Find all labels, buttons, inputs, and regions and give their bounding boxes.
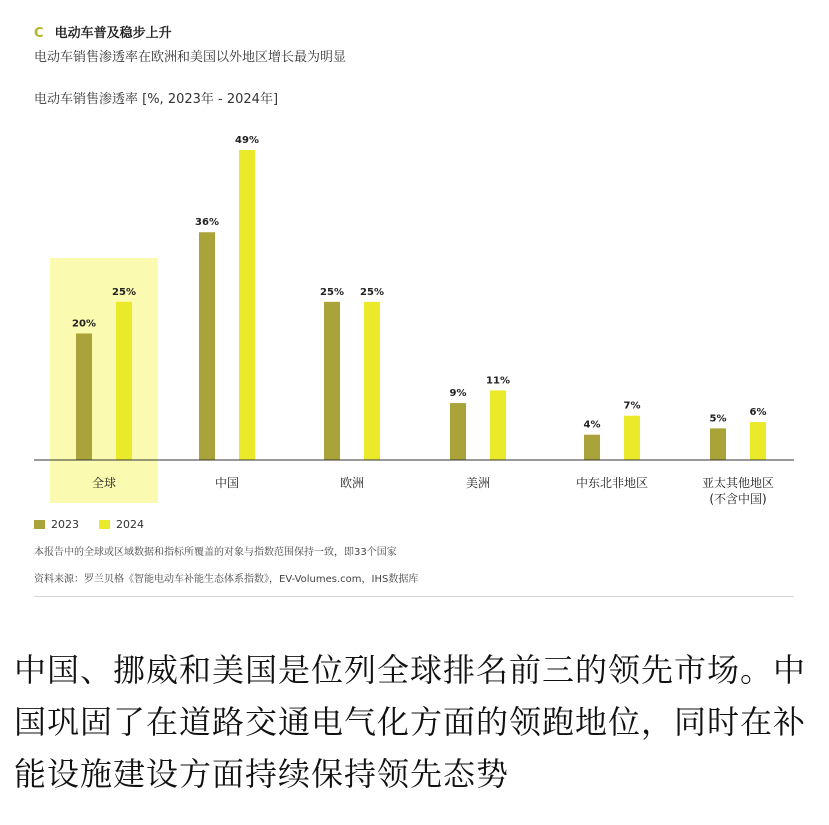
bar-2024-4 xyxy=(624,416,640,460)
data-label-2023-2: 25% xyxy=(320,286,344,298)
bar-2023-4 xyxy=(584,435,600,460)
data-label-2023-5: 5% xyxy=(709,413,727,425)
divider xyxy=(34,596,794,597)
data-label-2024-5: 6% xyxy=(749,407,767,419)
category-sublabel-5: (不含中国) xyxy=(709,492,767,506)
data-label-2023-0: 20% xyxy=(72,318,96,330)
chart-legend xyxy=(34,518,144,531)
chart-subtitle: 电动车销售渗透率在欧洲和美国以外地区增长最为明显 xyxy=(34,50,347,65)
body-paragraph: 中国、挪威和美国是位列全球排名前三的领先市场。中国巩固了在道路交通电气化方面的领跑地位，同时在补能设施建设方面持续保持领先态势 xyxy=(14,651,807,793)
legend-swatch-2024 xyxy=(99,520,110,529)
bar-2024-2 xyxy=(364,302,380,460)
legend-item-2023 xyxy=(34,518,79,531)
data-label-2024-3: 11% xyxy=(486,375,510,387)
data-label-2023-1: 36% xyxy=(195,217,219,229)
legend-label-2024: 2024 xyxy=(116,518,144,531)
bar-2024-0 xyxy=(116,302,132,460)
legend-label-2023: 2023 xyxy=(51,518,79,531)
bar-2024-1 xyxy=(239,150,255,460)
chart-note: 本报告中的全球或区域数据和指标所覆盖的对象与指数范围保持一致，即33个国家 xyxy=(34,547,397,558)
bar-2023-5 xyxy=(710,428,726,460)
legend-swatch-2023 xyxy=(34,520,45,529)
legend-item-2024 xyxy=(99,518,144,531)
bar-2023-1 xyxy=(199,232,215,460)
data-label-2024-4: 7% xyxy=(623,400,641,412)
category-label-1: 中国 xyxy=(214,476,240,490)
data-label-2023-3: 9% xyxy=(449,388,467,400)
category-label-3: 美洲 xyxy=(465,476,491,490)
data-label-2023-4: 4% xyxy=(583,419,601,431)
category-label-2: 欧洲 xyxy=(339,476,365,490)
category-label-5: 亚太其他地区 xyxy=(701,476,775,490)
data-label-2024-2: 25% xyxy=(360,286,384,298)
data-label-2024-0: 25% xyxy=(112,286,136,298)
bar-2024-3 xyxy=(490,390,506,460)
section-title: 电动车普及稳步上升 xyxy=(54,26,172,41)
bar-2023-3 xyxy=(450,403,466,460)
data-label-2024-1: 49% xyxy=(235,135,259,146)
bar-2023-0 xyxy=(76,333,92,460)
chart-axis-label: 电动车销售渗透率 [%, 2023年 - 2024年] xyxy=(34,92,279,107)
bar-2023-2 xyxy=(324,302,340,460)
section-letter: C xyxy=(34,26,44,41)
category-label-0: 全球 xyxy=(91,476,117,490)
category-label-4: 中东北非地区 xyxy=(575,476,649,490)
bar-2024-5 xyxy=(750,422,766,460)
chart-source: 资料来源：罗兰贝格《智能电动车补能生态体系指数》，EV-Volumes.com，IHS数据库 xyxy=(34,574,419,585)
highlight-box-0 xyxy=(50,258,158,503)
